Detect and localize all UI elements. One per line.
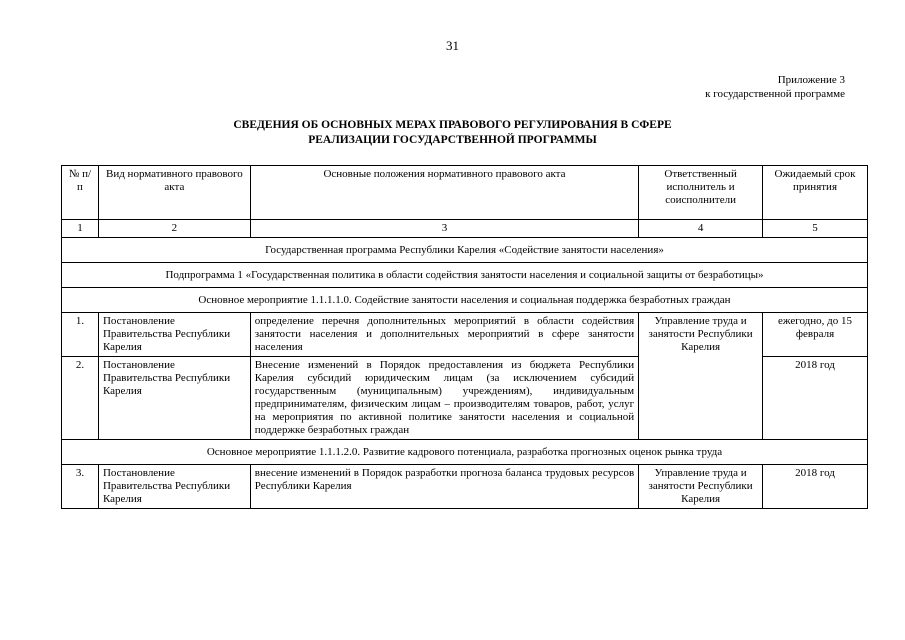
activity-row — [62, 440, 868, 465]
activity-title: Основное мероприятие 1.1.1.1.0. Содействие занятости населения и социальная поддержка безработных граждан — [62, 288, 868, 313]
deadline: 2018 год — [763, 357, 868, 440]
table-row — [62, 465, 868, 509]
header-executor: Ответственный исполнитель и соисполнители — [639, 166, 763, 220]
column-number: 4 — [639, 220, 763, 238]
column-number: 1 — [62, 220, 99, 238]
deadline: ежегодно, до 15 февраля — [763, 313, 868, 357]
column-numbers-row — [62, 220, 868, 238]
page-number: 31 — [446, 38, 459, 53]
activity-title: Основное мероприятие 1.1.1.2.0. Развитие кадрового потенциала, разработка прогнозных оценок рынка труда — [62, 440, 868, 465]
activity-row — [62, 288, 868, 313]
act-type: Постановление Правительства Республики Карелия — [98, 465, 250, 509]
column-number: 5 — [763, 220, 868, 238]
table-header-row — [62, 166, 868, 220]
row-number: 3. — [62, 465, 99, 509]
responsible-executor: Управление труда и занятости Республики Карелия — [639, 313, 763, 440]
deadline: 2018 год — [763, 465, 868, 509]
program-title: Государственная программа Республики Карелия «Содействие занятости населения» — [62, 238, 868, 263]
document-title — [0, 118, 905, 148]
subprogram-row — [62, 263, 868, 288]
column-number: 2 — [98, 220, 250, 238]
column-number: 3 — [250, 220, 638, 238]
row-number: 2. — [62, 357, 99, 440]
act-provisions: Внесение изменений в Порядок предоставления из бюджета Республики Карелия субсидий юридическим лицам (за исключением субсидий государственным (муниципальным) учреждениям), индивидуальным предпринимателям, физическим лицам – производителям товаров, работ, услуг на мероприятия по активной политике занятости населения и социальной поддержке безработных граждан — [250, 357, 638, 440]
appendix-line-2: к государственной программе — [705, 88, 845, 100]
program-row — [62, 238, 868, 263]
legal-measures-table — [61, 165, 868, 509]
header-provisions: Основные положения нормативного правового акта — [250, 166, 638, 220]
responsible-executor: Управление труда и занятости Республики Карелия — [639, 465, 763, 509]
header-act-type: Вид нормативного правового акта — [98, 166, 250, 220]
header-number: № п/п — [62, 166, 99, 220]
header-deadline: Ожидаемый срок принятия — [763, 166, 868, 220]
act-type: Постановление Правительства Республики Карелия — [98, 313, 250, 357]
act-type: Постановление Правительства Республики Карелия — [98, 357, 250, 440]
table-row — [62, 313, 868, 357]
subprogram-title: Подпрограмма 1 «Государственная политика в области содействия занятости населения и социальной защиты от безработицы» — [62, 263, 868, 288]
row-number: 1. — [62, 313, 99, 357]
appendix-note — [705, 73, 845, 101]
act-provisions: внесение изменений в Порядок разработки прогноза баланса трудовых ресурсов Республики Карелия — [250, 465, 638, 509]
document-title-line-2: РЕАЛИЗАЦИИ ГОСУДАРСТВЕННОЙ ПРОГРАММЫ — [308, 134, 597, 146]
appendix-line-1: Приложение 3 — [777, 74, 845, 86]
document-title-line-1: СВЕДЕНИЯ ОБ ОСНОВНЫХ МЕРАХ ПРАВОВОГО РЕГУЛИРОВАНИЯ В СФЕРЕ — [233, 119, 672, 131]
act-provisions: определение перечня дополнительных мероприятий в области содействия занятости населения и дополнительных мероприятий в сфере занятости населения — [250, 313, 638, 357]
